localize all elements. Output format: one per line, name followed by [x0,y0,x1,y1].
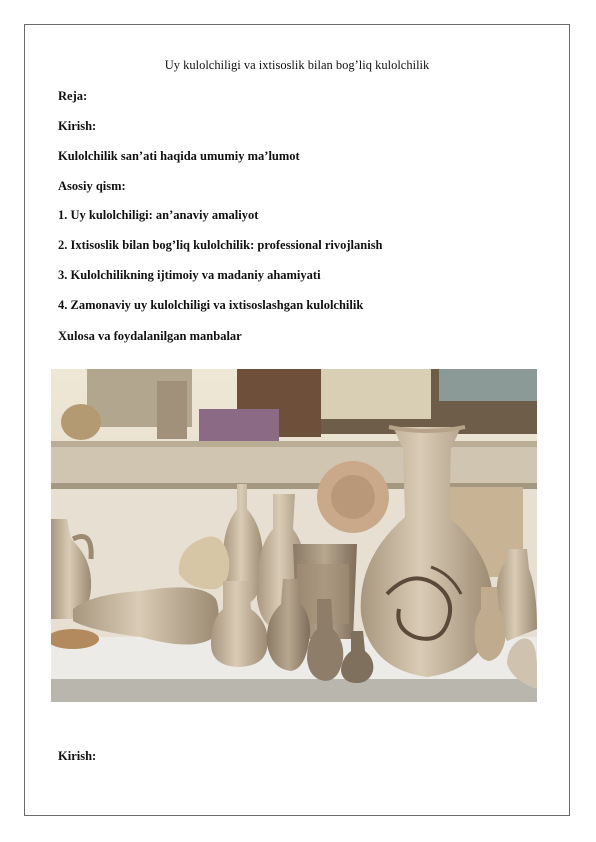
outline-item-general-info: Kulolchilik san’ati haqida umumiy ma’lumot [58,149,300,163]
outline-item-2: 2. Ixtisoslik bilan bog’liq kulolchilik: professional rivojlanish [58,238,383,252]
outline-item-4: 4. Zamonaviy uy kulolchiligi va ixtisoslashgan kulolchilik [58,298,364,312]
plan-heading: Reja: [58,89,88,103]
outline-item-3: 3. Kulolchilikning ijtimoiy va madaniy ahamiyati [58,268,321,282]
section-heading-introduction: Kirish: [58,749,97,763]
outline-item-1: 1. Uy kulolchiligi: an’anaviy amaliyot [58,208,259,222]
pottery-photo [51,369,537,702]
pottery-illustration [51,369,537,702]
outline-item-main-part: Asosiy qism: [58,179,126,193]
outline-item-conclusion: Xulosa va foydalanilgan manbalar [58,329,242,343]
document-title: Uy kulolchiligi va ixtisoslik bilan bog’liq kulolchilik [164,58,430,72]
outline-item-introduction: Kirish: [58,119,97,133]
